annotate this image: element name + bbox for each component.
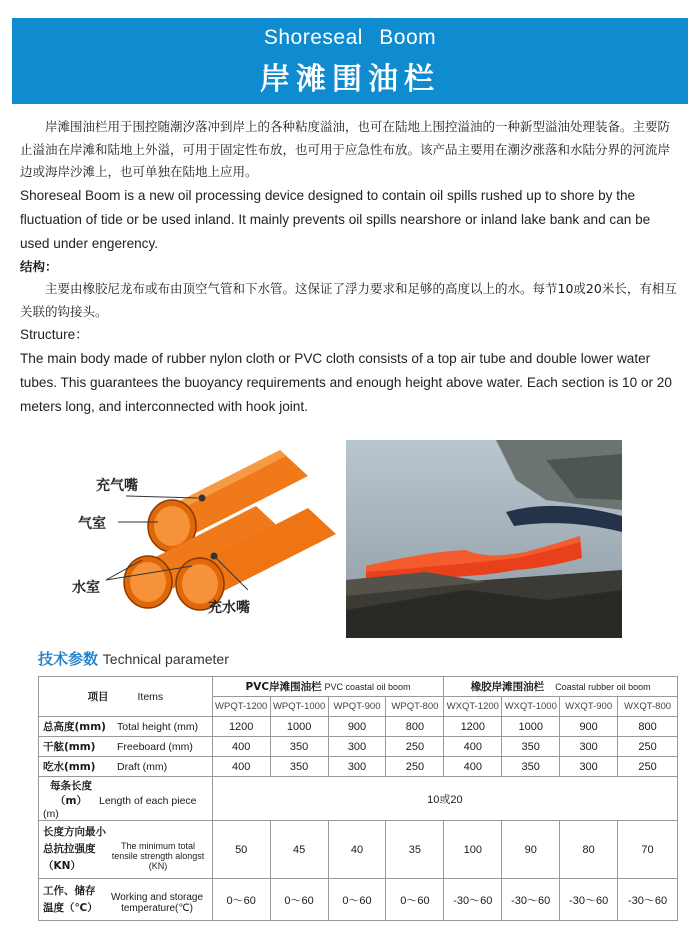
tech-title-zh: 技术参数 [38, 650, 99, 668]
intro-en: Shoreseal Boom is a new oil processing device designed to contain oil spills rushed up to shore by the fluctuation of tide or be used inland. It mainly prevents oil spills nearshore or inland lake bank and can be used under engerency. [20, 187, 651, 251]
model-cell: WXQT-900 [560, 697, 618, 717]
label-water-chamber: 水室 [72, 580, 100, 596]
model-cell: WPQT-900 [328, 697, 386, 717]
table-row: 总高度(mm) Total height (mm) 1200 1000 900 800 1200 1000 900 800 [39, 717, 678, 737]
table-row: 长度方向最小总抗拉强度（KN）The minimum total tensile strength alongst (KN) 50 45 40 35 100 90 80 70 [39, 821, 678, 879]
table-row: 干舷(mm) Freeboard (mm) 400 350 300 250 400 350 300 250 [39, 737, 678, 757]
model-cell: WXQT-1200 [444, 697, 502, 717]
label-inflate: 充气嘴 [96, 478, 138, 494]
model-cell: WPQT-800 [386, 697, 444, 717]
length-value: 10或20 [212, 777, 677, 821]
model-cell: WXQT-800 [618, 697, 678, 717]
label-fill: 充水嘴 [208, 600, 250, 616]
technical-parameter-title [38, 648, 229, 669]
boom-deployed-photo [346, 440, 622, 638]
intro-zh: 岸滩围油栏用于围控随潮汐落冲到岸上的各种粘度溢油，也可在陆地上围控溢油的一种新型溢油处理装备。主要防止溢油在岸滩和陆地上外溢，可用于固定性布放，也可用于应急性布放。该产品主要用在潮汐涨落和水陆分界的河流岸边或海岸沙滩上，也可单独在陆地上应用。 [20, 119, 671, 179]
structure-en: The main body made of rubber nylon cloth or PVC cloth consists of a top air tube and double lower water tubes. This guarantees the buoyancy requirements and enough height above water. Each section is 10 or 20 meters long, and interconnected with hook joint. [20, 351, 672, 414]
table-row: 工作、储存温度（℃）Working and storage temperature(℃) 0～60 0～60 0～60 0～60 -30～60 -30～60 -30～60 -30～60 [39, 879, 678, 921]
title-banner [12, 18, 688, 104]
table-row: 每条长度（m） Length of each piece (m) 10或20 [39, 777, 678, 821]
items-header: 项目 Items [39, 677, 213, 717]
tech-title-en: Technical parameter [102, 651, 229, 667]
table-group-header [39, 677, 678, 697]
model-cell: WPQT-1200 [212, 697, 270, 717]
structure-heading-en: Structure： [20, 327, 89, 342]
structure-heading-zh: 结构： [20, 258, 58, 274]
description [20, 116, 682, 419]
title-zh: 岸滩围油栏 [260, 62, 440, 97]
structure-zh: 主要由橡胶尼龙布或布由顶空气管和下水管。这保证了浮力要求和足够的高度以上的水。每节10或20米长，有相互关联的钩接头。 [20, 281, 677, 319]
title-en: Shoreseal Boom [263, 26, 437, 49]
model-cell: WXQT-1000 [502, 697, 560, 717]
model-cell: WPQT-1000 [270, 697, 328, 717]
group-pvc: PVC岸滩围油栏 PVC coastal oil boom [212, 677, 444, 697]
spec-table [38, 676, 678, 921]
boom-cross-section-diagram [18, 440, 336, 638]
group-rubber: 橡胶岸滩围油栏 Coastal rubber oil boom [444, 677, 678, 697]
label-air-chamber: 气室 [78, 516, 106, 532]
table-row: 吃水(mm) Draft (mm) 400 350 300 250 400 350 300 250 [39, 757, 678, 777]
